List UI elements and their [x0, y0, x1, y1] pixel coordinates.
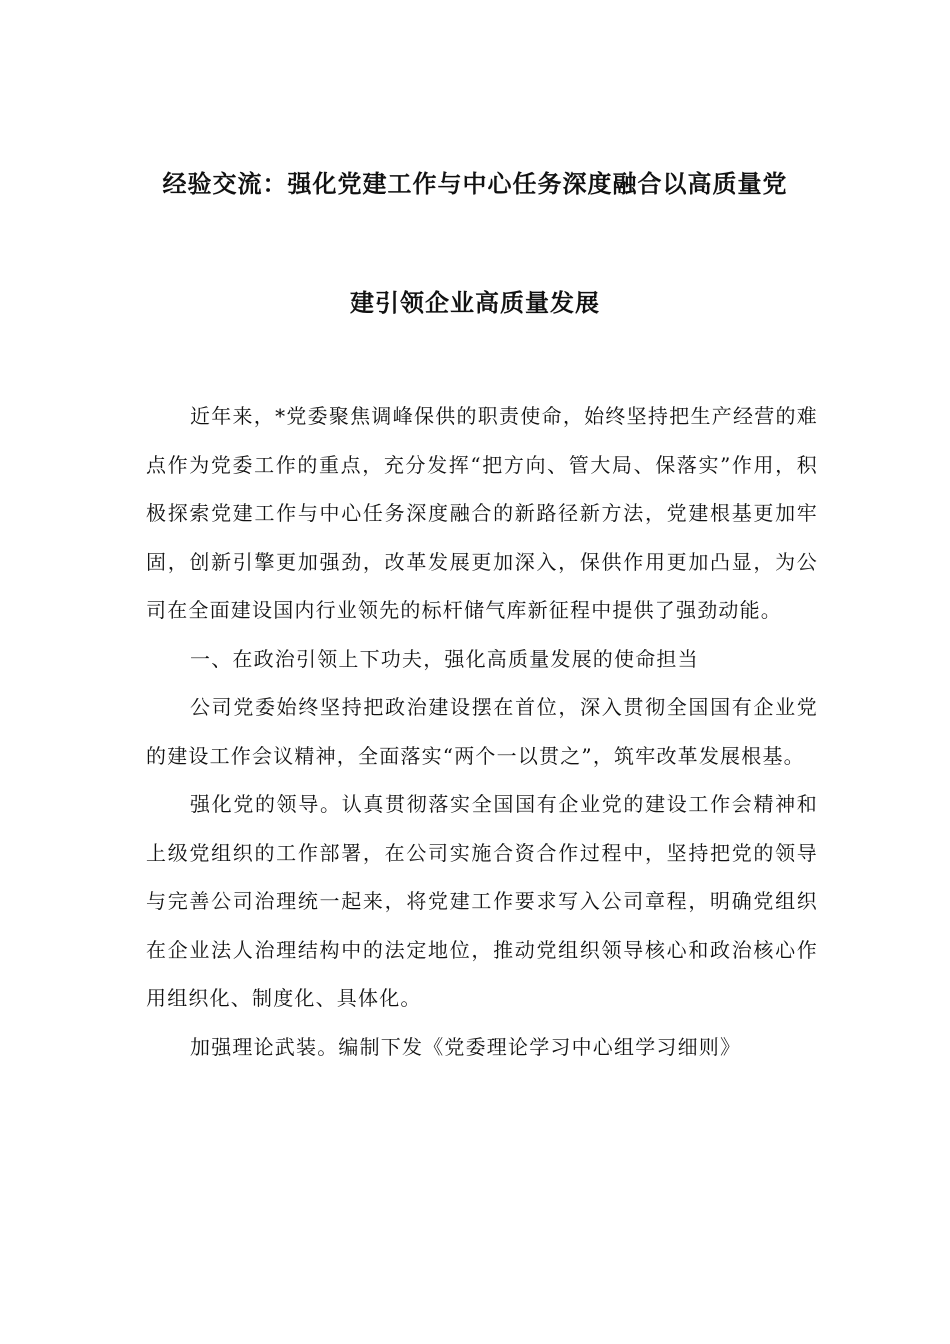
paragraph-strengthen-leadership: 强化党的领导。认真贯彻落实全国国有企业党的建设工作会精神和上级党组织的工作部署，在公司实施合资合作过程中，坚持把党的领导与完善公司治理统一起来，将党建工作要求写入公司章程，明确党组织在企业法人治理结构中的法定地位，推动党组织领导核心和政治核心作用组织化、制度化、具体化。 [146, 792, 818, 1010]
document-title-line-2: 建引领企业高质量发展 [350, 288, 600, 317]
paragraph-intro: 近年来，*党委聚焦调峰保供的职责使命，始终坚持把生产经营的难点作为党委工作的重点，充分发挥“把方向、管大局、保落实”作用，积极探索党建工作与中心任务深度融合的新路径新方法，党建根基更加牢固，创新引擎更加强劲，改革发展更加深入，保供作用更加凸显，为公司在全面建设国内行业领先的标杆储气库新征程中提供了强劲动能。 [146, 404, 818, 622]
document-title-line-1: 经验交流：强化党建工作与中心任务深度融合以高质量党 [162, 169, 788, 198]
paragraph-section-1: 公司党委始终坚持把政治建设摆在首位，深入贯彻全国国有企业党的建设工作会议精神，全面落实“两个一以贯之”，筑牢改革发展根基。 [146, 695, 818, 768]
paragraph-theory-study: 加强理论武装。编制下发《党委理论学习中心组学习细则》 [190, 1034, 742, 1059]
section-heading-1: 一、在政治引领上下功夫，强化高质量发展的使命担当 [190, 646, 699, 671]
document-body [146, 392, 818, 1071]
